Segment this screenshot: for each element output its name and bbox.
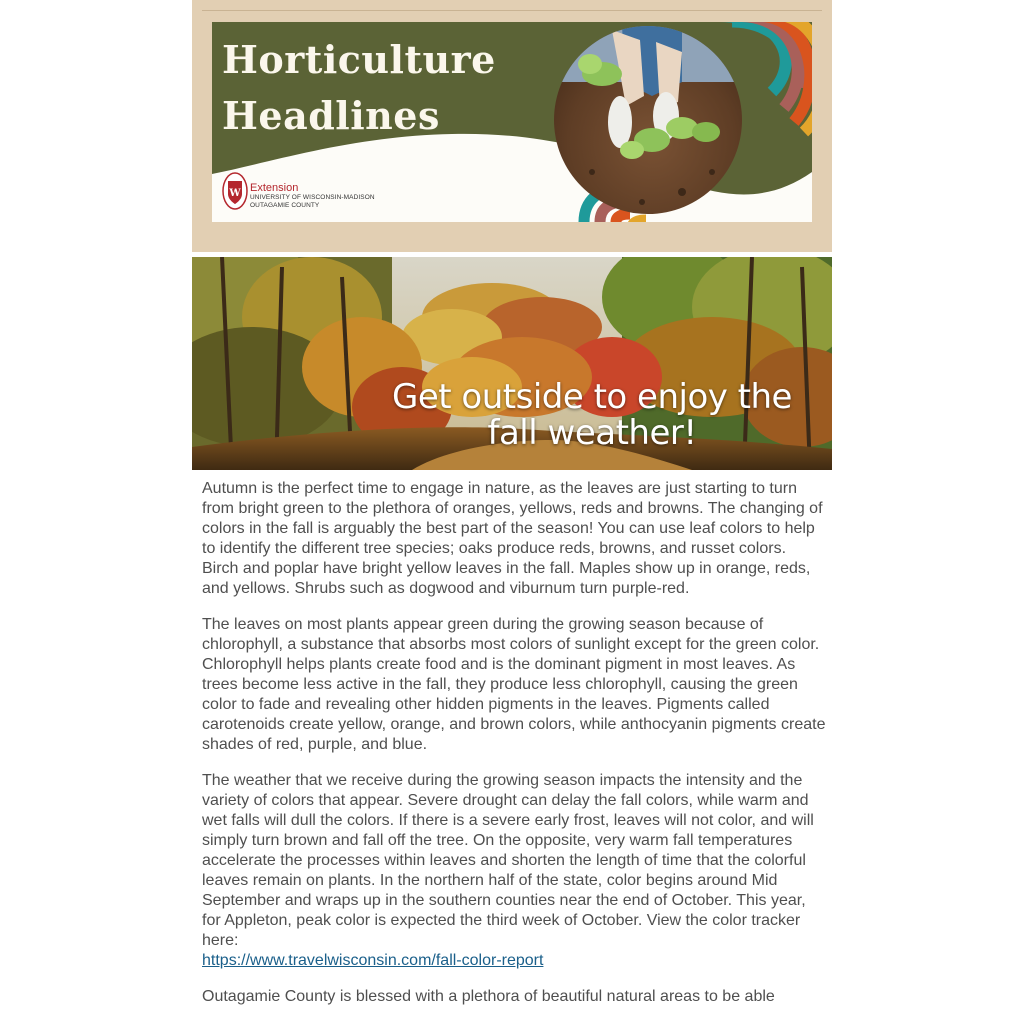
newsletter-page [192, 0, 832, 1024]
logo-county-line: OUTAGAMIE COUNTY [250, 202, 320, 209]
hero-caption-line-1: Get outside to enjoy the [392, 377, 792, 417]
extension-logo-text [250, 182, 375, 210]
title-line-2: Headlines [222, 93, 440, 138]
header-divider [202, 10, 822, 11]
paragraph-outagamie: Outagamie County is blessed with a plethora of beautiful natural areas to be able [202, 988, 775, 1005]
extension-logo [222, 172, 422, 214]
uw-crest-icon [222, 172, 248, 210]
header-block [192, 0, 832, 252]
logo-extension-name: Extension [250, 182, 299, 194]
fall-color-report-link[interactable]: https://www.travelwisconsin.com/fall-color-report [202, 952, 544, 969]
article-body [202, 479, 826, 1023]
title-line-1: Horticulture [222, 37, 496, 82]
hero-caption-line-2: fall weather! [487, 413, 697, 453]
paragraph-weather [202, 771, 826, 971]
newsletter-title [222, 32, 496, 144]
svg-text:W: W [229, 188, 241, 199]
paragraph-fall-colors: Autumn is the perfect time to engage in nature, as the leaves are just starting to turn from bright green to the plethora of oranges, yellows, reds and browns. The changing of colors in the fall is arguably the best part of the season! You can use leaf colors to help to identify the different tree species; oaks produce reds, browns, and russet colors. Birch and poplar have bright yellow leaves in the fall. Maples show up in orange, reds, and yellows. Shrubs such as dogwood and viburnum turn purple-red. [202, 480, 823, 597]
paragraph-weather-text: The weather that we receive during the growing season impacts the intensity and the variety of colors that appear. Severe drought can delay the fall colors, while warm and wet falls will dull the colors. If there is a severe early frost, leaves will not color, and will simply turn brown and fall off the tree. On the opposite, very warm fall temperatures accelerate the processes within leaves and shorten the length of time that the colorful leaves remain on plants. In the northern half of the state, color begins around Mid September and wraps up in the southern counties near the end of October. This year, for Appleton, peak color is expected the third week of October. View the color tracker here: [202, 772, 814, 949]
horticulture-headlines-banner [212, 22, 812, 222]
hero-caption [372, 379, 812, 451]
fall-foliage-hero-image [192, 257, 832, 470]
paragraph-chlorophyll: The leaves on most plants appear green during the growing season because of chlorophyll, a substance that absorbs most colors of sunlight except for the green color. Chlorophyll helps plants create food and is the dominant pigment in most leaves. As trees become less active in the fall, they produce less chlorophyll, causing the green color to fade and revealing other hidden pigments in the leaves. Pigments called carotenoids create yellow, orange, and brown colors, while anthocyanin pigments create shades of red, purple, and blue. [202, 616, 826, 753]
logo-university-line: UNIVERSITY OF WISCONSIN-MADISON [250, 194, 375, 201]
